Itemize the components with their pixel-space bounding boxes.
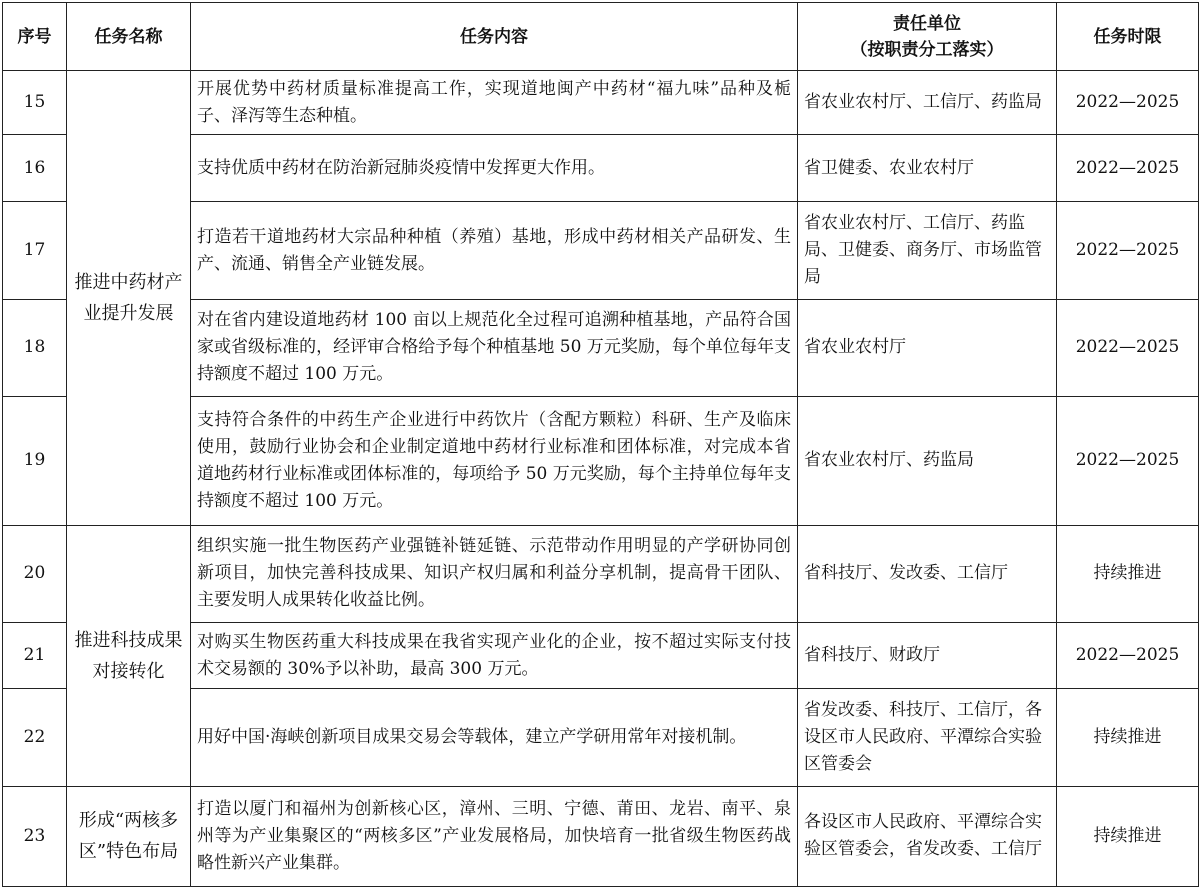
row-period: 持续推进 (1057, 525, 1199, 622)
header-row (3, 3, 1199, 71)
row-dept: 省农业农村厅、工信厅、药监局 (798, 71, 1057, 135)
row-period: 2022—2025 (1057, 202, 1199, 299)
row-period: 2022—2025 (1057, 71, 1199, 135)
row-num: 21 (3, 622, 67, 688)
table-row (3, 786, 1199, 886)
row-period: 持续推进 (1057, 689, 1199, 786)
row-dept: 省农业农村厅 (798, 299, 1057, 396)
header-num: 序号 (3, 3, 67, 71)
row-dept: 省发改委、科技厅、工信厅，各设区市人民政府、平潭综合实验区管委会 (798, 689, 1057, 786)
row-dept: 省科技厅、发改委、工信厅 (798, 525, 1057, 622)
row-content: 用好中国·海峡创新项目成果交易会等载体，建立产学研用常年对接机制。 (191, 689, 798, 786)
row-num: 20 (3, 525, 67, 622)
row-num: 23 (3, 786, 67, 886)
row-period: 2022—2025 (1057, 622, 1199, 688)
row-period: 2022—2025 (1057, 299, 1199, 396)
row-dept: 省农业农村厅、工信厅、药监局、卫健委、商务厅、市场监管局 (798, 202, 1057, 299)
category-cell: 形成“两核多区”特色布局 (67, 786, 191, 886)
row-dept: 各设区市人民政府、平潭综合实验区管委会，省发改委、工信厅 (798, 786, 1057, 886)
header-dept (798, 3, 1057, 71)
row-period: 持续推进 (1057, 786, 1199, 886)
row-content: 打造以厦门和福州为创新核心区，漳州、三明、宁德、莆田、龙岩、南平、泉州等为产业集聚区的“两核多区”产业发展格局，加快培育一批省级生物医药战略性新兴产业集群。 (191, 786, 798, 886)
row-content: 支持优质中药材在防治新冠肺炎疫情中发挥更大作用。 (191, 135, 798, 202)
row-period: 2022—2025 (1057, 135, 1199, 202)
row-dept: 省农业农村厅、药监局 (798, 397, 1057, 525)
row-dept: 省科技厅、财政厅 (798, 622, 1057, 688)
table-row (3, 71, 1199, 135)
header-name: 任务名称 (67, 3, 191, 71)
header-content: 任务内容 (191, 3, 798, 71)
row-content: 开展优势中药材质量标准提高工作，实现道地闽产中药材“福九味”品种及栀子、泽泻等生态种植。 (191, 71, 798, 135)
task-table (2, 2, 1199, 887)
row-content: 对在省内建设道地药材 100 亩以上规范化全过程可追溯种植基地，产品符合国家或省级标准的，经评审合格给予每个种植基地 50 万元奖励，每个单位每年支持额度不超过 100 万元。 (191, 299, 798, 396)
row-dept: 省卫健委、农业农村厅 (798, 135, 1057, 202)
header-period: 任务时限 (1057, 3, 1199, 71)
category-cell: 推进科技成果对接转化 (67, 525, 191, 786)
row-num: 18 (3, 299, 67, 396)
row-period: 2022—2025 (1057, 397, 1199, 525)
row-num: 22 (3, 689, 67, 786)
row-num: 15 (3, 71, 67, 135)
row-content: 组织实施一批生物医药产业强链补链延链、示范带动作用明显的产学研协同创新项目，加快完善科技成果、知识产权归属和利益分享机制，提高骨干团队、主要发明人成果转化收益比例。 (191, 525, 798, 622)
header-dept-line2: （按职责分工落实） (850, 39, 1004, 60)
category-cell: 推进中药材产业提升发展 (67, 71, 191, 526)
table-row (3, 525, 1199, 622)
row-num: 16 (3, 135, 67, 202)
row-content: 支持符合条件的中药生产企业进行中药饮片（含配方颗粒）科研、生产及临床使用，鼓励行业协会和企业制定道地中药材行业标准和团体标准，对完成本省道地药材行业标准或团体标准的，每项给予 50 万元奖励，每个主持单位每年支持额度不超过 100 万元。 (191, 397, 798, 525)
row-num: 19 (3, 397, 67, 525)
header-dept-line1: 责任单位 (893, 13, 961, 34)
row-content: 对购买生物医药重大科技成果在我省实现产业化的企业，按不超过实际支付技术交易额的 30%予以补助，最高 300 万元。 (191, 622, 798, 688)
row-num: 17 (3, 202, 67, 299)
row-content: 打造若干道地药材大宗品种种植（养殖）基地，形成中药材相关产品研发、生产、流通、销售全产业链发展。 (191, 202, 798, 299)
